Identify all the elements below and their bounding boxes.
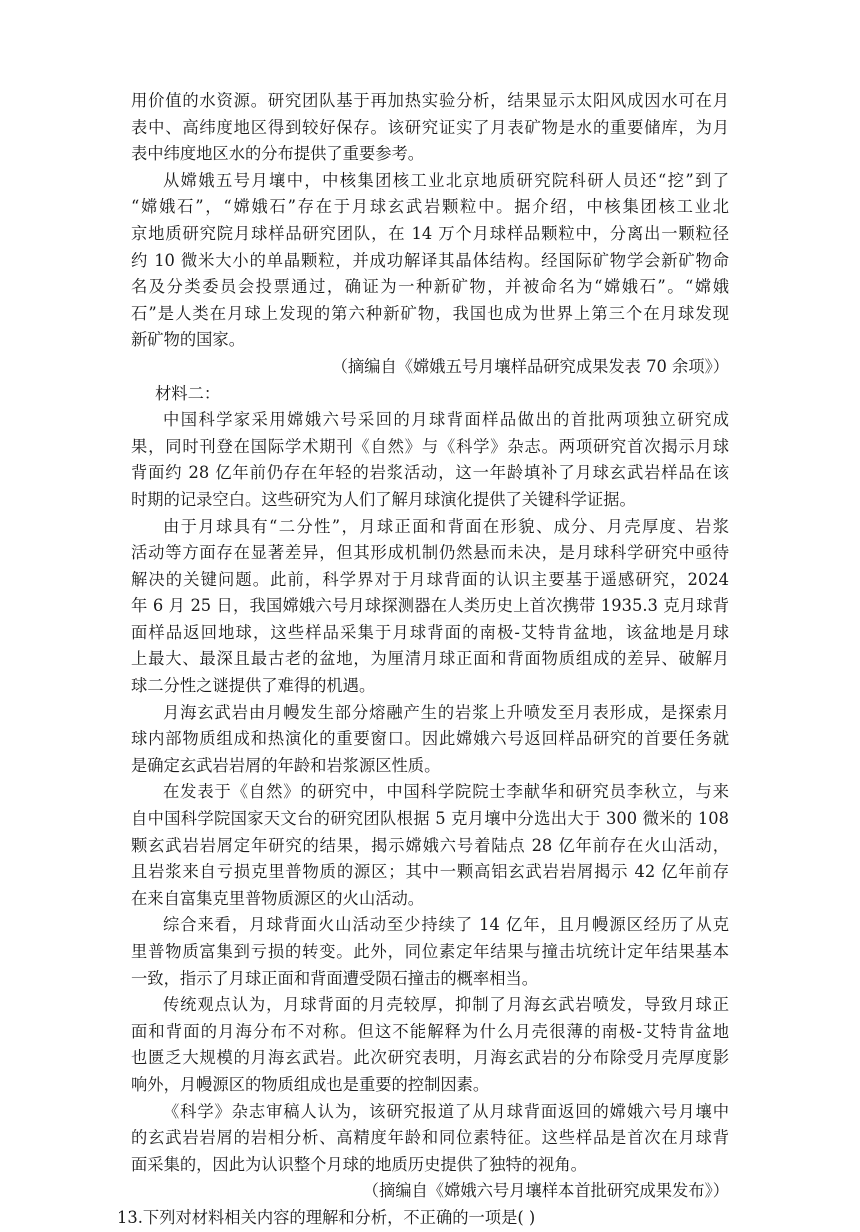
- section-heading: 材料二：: [155, 383, 221, 403]
- text-line: “嫦娥石”，“嫦娥石”存在于月球玄武岩颗粒中。据介绍，中核集团核工业北: [131, 197, 729, 217]
- text-line: 在来自富集克里普物质源区的火山活动。: [131, 888, 425, 908]
- text-line: 名及分类委员会投票通过，确证为一种新矿物，并被命名为“嫦娥石”。“嫦娥: [131, 277, 729, 297]
- article-body: [117, 88, 729, 1232]
- paragraph-start-line: 中国科学家采用嫦娥六号采回的月球背面样品做出的首批两项独立研究成: [163, 410, 729, 430]
- text-line: 京地质研究院月球样品研究团队，在 14 万个月球样品颗粒中，分离出一颗粒径: [131, 223, 729, 243]
- text-line: 石”是人类在月球上发现的第六种新矿物，我国也成为世界上第三个在月球发现: [131, 303, 729, 323]
- text-line: 时期的记录空白。这些研究为人们了解月球演化提供了关键科学证据。: [131, 489, 636, 509]
- text-line: 面样品返回地球，这些样品采集于月球背面的南极-艾特肯盆地，该盆地是月球: [131, 622, 729, 642]
- text-line: 的玄武岩岩屑的岩相分析、高精度年龄和同位素特征。这些样品是首次在月球背: [131, 1128, 729, 1148]
- text-line: 颗玄武岩岩屑定年研究的结果，揭示嫦娥六号着陆点 28 亿年前存在火山活动，: [131, 835, 729, 855]
- text-line: 约 10 微米大小的单晶颗粒，并成功解译其晶体结构。经国际矿物学会新矿物命: [131, 250, 729, 270]
- text-line: 背面约 28 亿年前仍存在年轻的岩浆活动，这一年龄填补了月球玄武岩样品在该: [131, 463, 729, 483]
- paragraph-start-line: 从嫦娥五号月壤中，中核集团核工业北京地质研究院科研人员还“挖”到了: [163, 170, 729, 190]
- text-line: 活动等方面存在显著差异，但其形成机制仍然悬而未决，是月球科学研究中亟待: [131, 543, 729, 563]
- paragraph-start-line: 由于月球具有“二分性”，月球正面和背面在形貌、成分、月壳厚度、岩浆: [163, 516, 729, 536]
- text-line: 表中、高纬度地区得到较好保存。该研究证实了月表矿物是水的重要储库，为月: [131, 117, 729, 137]
- paragraph-start-line: 月海玄武岩由月幔发生部分熔融产生的岩浆上升喷发至月表形成，是探索月: [163, 702, 729, 722]
- question-prompt: 13.下列对材料相关内容的理解和分析，不正确的一项是( ): [117, 1207, 536, 1227]
- text-line: 球内部物质组成和热演化的重要窗口。因此嫦娥六号返回样品研究的首要任务就: [131, 729, 729, 749]
- source-citation: （摘编自《嫦娥五号月壤样品研究成果发表 70 余项》）: [331, 356, 729, 376]
- text-line: 且岩浆来自亏损克里普物质的源区；其中一颗高铝玄武岩岩屑揭示 42 亿年前存: [131, 862, 729, 882]
- paragraph-start-line: 《科学》杂志审稿人认为，该研究报道了从月球背面返回的嫦娥六号月壤中: [163, 1101, 729, 1121]
- paragraph-start-line: 在发表于《自然》的研究中，中国科学院院士李献华和研究员李秋立，与来: [163, 782, 729, 802]
- text-line: 也匮乏大规模的月海玄武岩。此次研究表明，月海玄武岩的分布除受月壳厚度影: [131, 1048, 729, 1068]
- text-line: 一致，指示了月球正面和背面遭受陨石撞击的概率相当。: [131, 968, 539, 988]
- text-line: 自中国科学院国家天文台的研究团队根据 5 克月壤中分选出大于 300 微米的 108: [131, 809, 729, 829]
- text-line: 球二分性之谜提供了难得的机遇。: [131, 676, 376, 696]
- paragraph-start-line: 传统观点认为，月球背面的月壳较厚，抑制了月海玄武岩喷发，导致月球正: [163, 995, 729, 1015]
- source-citation: （摘编自《嫦娥六号月壤样本首批研究成果发布》）: [362, 1181, 729, 1201]
- text-line: 果，同时刊登在国际学术期刊《自然》与《科学》杂志。两项研究首次揭示月球: [131, 436, 729, 456]
- text-line: 响外，月幔源区的物质组成也是重要的控制因素。: [131, 1074, 490, 1094]
- text-line: 上最大、最深且最古老的盆地，为厘清月球正面和背面物质组成的差异、破解月: [131, 649, 729, 669]
- text-line: 面采集的，因此为认识整个月球的地质历史提供了独特的视角。: [131, 1154, 587, 1174]
- text-line: 用价值的水资源。研究团队基于再加热实验分析，结果显示太阳风成因水可在月: [131, 91, 729, 110]
- text-line: 新矿物的国家。: [131, 330, 245, 350]
- text-line: 是确定玄武岩岩屑的年龄和岩浆源区性质。: [131, 755, 441, 775]
- text-line: 表中纬度地区水的分布提供了重要参考。: [131, 144, 425, 164]
- text-line: 年 6 月 25 日，我国嫦娥六号月球探测器在人类历史上首次携带 1935.3 克月球背: [131, 596, 729, 616]
- text-line: 解决的关键问题。此前，科学界对于月球背面的认识主要基于遥感研究，2024: [131, 569, 729, 589]
- text-line: 里普物质富集到亏损的转变。此外，同位素定年结果与撞击坑统计定年结果基本: [131, 942, 729, 961]
- paragraph-start-line: 综合来看，月球背面火山活动至少持续了 14 亿年，且月幔源区经历了从克: [163, 915, 729, 935]
- text-line: 面和背面的月海分布不对称。但这不能解释为什么月壳很薄的南极-艾特肯盆地: [131, 1021, 729, 1041]
